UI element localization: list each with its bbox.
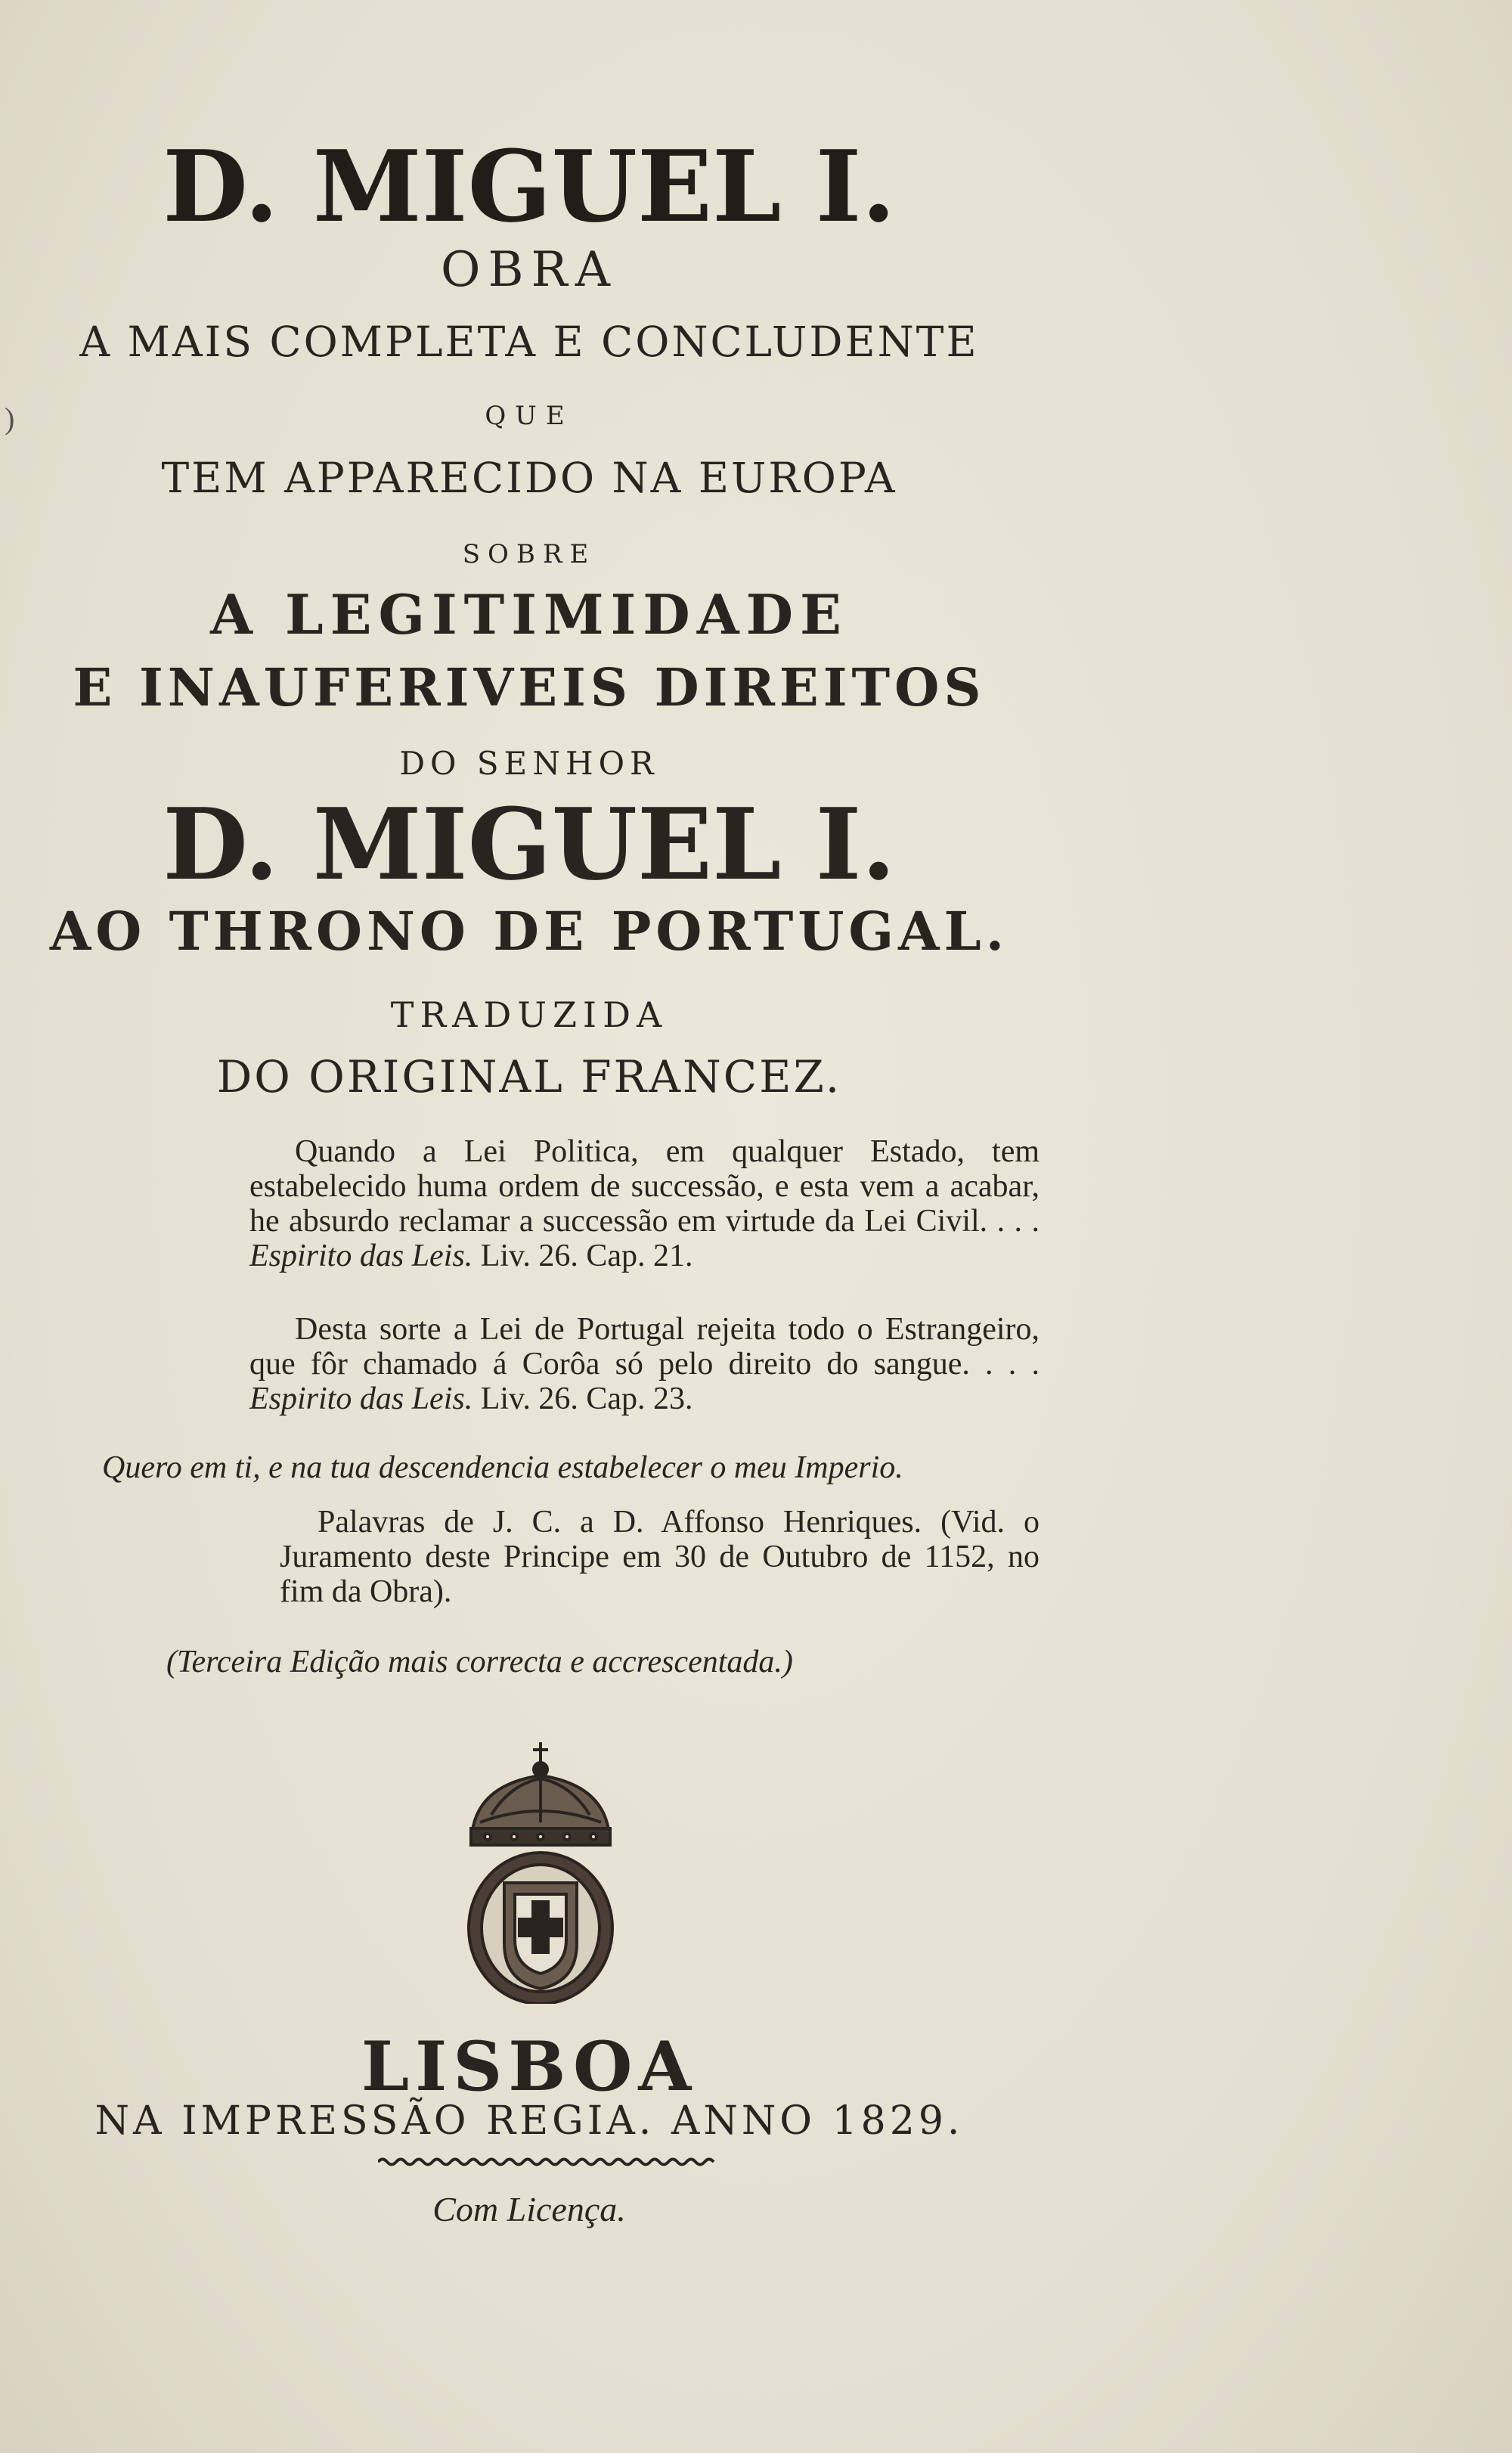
obra-label: OBRA <box>441 242 618 298</box>
quote-1-text: Quando a Lei Politica, em qualquer Estado, tem estabelecido huma ordem de successão, e esta vem a acabar, he absurdo reclamar a successão em virtude da Lei Civil. . . . <box>249 1134 1040 1239</box>
epigraph-1 <box>249 1134 1040 1273</box>
quote-2-text: Desta sorte a Lei de Portugal rejeita todo o Estrangeiro, que fôr chamado á Corôa só pelo direito do sangue. . . . <box>249 1312 1040 1382</box>
line-completa: A MAIS COMPLETA E CONCLUDENTE <box>79 318 979 366</box>
edition-note: (Terceira Edição mais correcta e accrescentada.) <box>166 1645 793 1679</box>
que-label: QUE <box>485 401 574 431</box>
imprint-city: LISBOA <box>361 2027 698 2107</box>
header-title: D. MIGUEL I. <box>163 129 896 244</box>
line-original: DO ORIGINAL FRANCEZ. <box>216 1051 842 1102</box>
name-title: D. MIGUEL I. <box>163 786 896 902</box>
quote-1-ref: Liv. 26. Cap. 21. <box>480 1239 693 1273</box>
quote-1-source: Espirito das Leis. <box>249 1239 473 1273</box>
attribution <box>280 1505 1040 1609</box>
line-legitimidade: A LEGITIMIDADE <box>210 582 848 647</box>
imprint-licence: Com Licença. <box>432 2190 626 2228</box>
royal-coat-of-arms-icon <box>457 1739 624 2004</box>
imprint-press: NA IMPRESSÃO REGIA. ANNO 1829. <box>94 2098 964 2144</box>
quote-2-source: Espirito das Leis. <box>249 1382 473 1416</box>
edge-mark: ) <box>5 402 15 436</box>
ornamental-rule-icon <box>378 2157 718 2167</box>
traduzida-label: TRADUZIDA <box>390 994 668 1035</box>
attribution-text: Palavras de J. C. a D. Affonso Henriques. (Vid. o Juramento deste Principe em 30 de Outubro de 1152, no fim da Obra). <box>280 1505 1040 1609</box>
quote-2-ref: Liv. 26. Cap. 23. <box>480 1382 693 1416</box>
line-throno: AO THRONO DE PORTUGAL. <box>49 900 1009 963</box>
do-senhor-label: DO SENHOR <box>399 745 659 782</box>
sobre-label: SOBRE <box>462 539 596 569</box>
line-direitos: E INAUFERIVEIS DIREITOS <box>73 658 986 718</box>
line-europa: TEM APPARECIDO NA EUROPA <box>161 454 897 502</box>
motto: Quero em ti, e na tua descendencia estabelecer o meu Imperio. <box>102 1450 903 1485</box>
epigraph-2 <box>249 1312 1040 1416</box>
